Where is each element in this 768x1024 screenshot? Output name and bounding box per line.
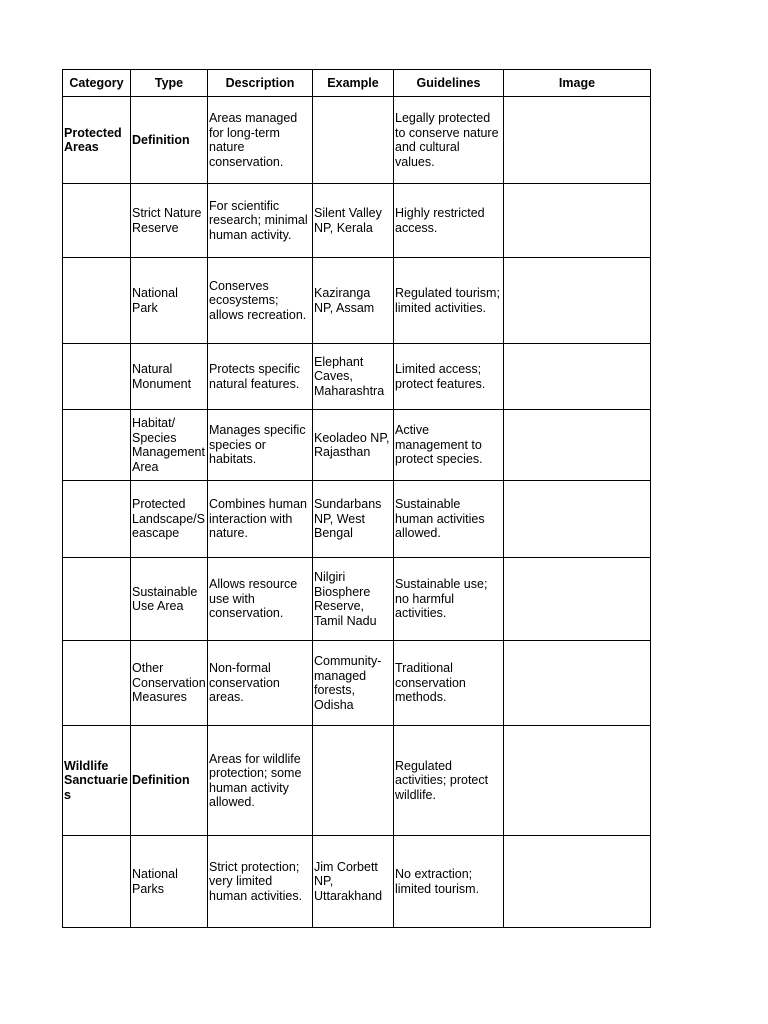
table-row bbox=[63, 258, 651, 344]
table-row bbox=[63, 558, 651, 641]
type-cell: Protected Landscape/Seascape bbox=[131, 481, 208, 558]
guidelines-cell: No extraction; limited tourism. bbox=[394, 836, 504, 928]
example-cell: Silent Valley NP, Kerala bbox=[313, 184, 394, 258]
description-cell: Combines human interaction with nature. bbox=[208, 481, 313, 558]
category-cell bbox=[63, 344, 131, 410]
type-cell: National Parks bbox=[131, 836, 208, 928]
category-cell bbox=[63, 258, 131, 344]
description-cell: Conserves ecosystems; allows recreation. bbox=[208, 258, 313, 344]
category-cell bbox=[63, 641, 131, 726]
type-cell: Habitat/ Species Management Area bbox=[131, 410, 208, 481]
image-cell bbox=[504, 726, 651, 836]
type-cell: Strict Nature Reserve bbox=[131, 184, 208, 258]
description-cell: Manages specific species or habitats. bbox=[208, 410, 313, 481]
guidelines-cell: Traditional conservation methods. bbox=[394, 641, 504, 726]
guidelines-cell: Active management to protect species. bbox=[394, 410, 504, 481]
table-row bbox=[63, 641, 651, 726]
description-cell: Allows resource use with conservation. bbox=[208, 558, 313, 641]
category-cell bbox=[63, 184, 131, 258]
guidelines-cell: Legally protected to conserve nature and cultural values. bbox=[394, 97, 504, 184]
image-cell bbox=[504, 481, 651, 558]
category-cell bbox=[63, 481, 131, 558]
table-row bbox=[63, 726, 651, 836]
header-description: Description bbox=[208, 70, 313, 97]
description-cell: Areas for wildlife protection; some human activity allowed. bbox=[208, 726, 313, 836]
header-category: Category bbox=[63, 70, 131, 97]
table-row bbox=[63, 836, 651, 928]
image-cell bbox=[504, 258, 651, 344]
guidelines-cell: Limited access; protect features. bbox=[394, 344, 504, 410]
example-cell: Sundarbans NP, West Bengal bbox=[313, 481, 394, 558]
description-cell: Protects specific natural features. bbox=[208, 344, 313, 410]
header-guidelines: Guidelines bbox=[394, 70, 504, 97]
example-cell: Kaziranga NP, Assam bbox=[313, 258, 394, 344]
category-cell: Protected Areas bbox=[63, 97, 131, 184]
table-row bbox=[63, 184, 651, 258]
category-cell bbox=[63, 410, 131, 481]
description-cell: Areas managed for long-term nature conservation. bbox=[208, 97, 313, 184]
header-example: Example bbox=[313, 70, 394, 97]
image-cell bbox=[504, 836, 651, 928]
guidelines-cell: Highly restricted access. bbox=[394, 184, 504, 258]
table-row bbox=[63, 410, 651, 481]
image-cell bbox=[504, 97, 651, 184]
example-cell: Keoladeo NP, Rajasthan bbox=[313, 410, 394, 481]
image-cell bbox=[504, 184, 651, 258]
example-cell bbox=[313, 726, 394, 836]
image-cell bbox=[504, 344, 651, 410]
guidelines-cell: Sustainable human activities allowed. bbox=[394, 481, 504, 558]
example-cell: Jim Corbett NP, Uttarakhand bbox=[313, 836, 394, 928]
description-cell: For scientific research; minimal human activity. bbox=[208, 184, 313, 258]
category-cell bbox=[63, 836, 131, 928]
example-cell: Community-managed forests, Odisha bbox=[313, 641, 394, 726]
header-type: Type bbox=[131, 70, 208, 97]
image-cell bbox=[504, 641, 651, 726]
guidelines-cell: Sustainable use; no harmful activities. bbox=[394, 558, 504, 641]
table-row bbox=[63, 344, 651, 410]
description-cell: Non-formal conservation areas. bbox=[208, 641, 313, 726]
guidelines-cell: Regulated tourism; limited activities. bbox=[394, 258, 504, 344]
type-cell: Sustainable Use Area bbox=[131, 558, 208, 641]
header-image: Image bbox=[504, 70, 651, 97]
image-cell bbox=[504, 410, 651, 481]
category-cell: Wildlife Sanctuaries bbox=[63, 726, 131, 836]
description-cell: Strict protection; very limited human activities. bbox=[208, 836, 313, 928]
header-row bbox=[63, 70, 651, 97]
type-cell: Definition bbox=[131, 97, 208, 184]
protected-areas-table bbox=[62, 69, 651, 928]
type-cell: Natural Monument bbox=[131, 344, 208, 410]
type-cell: Other Conservation Measures bbox=[131, 641, 208, 726]
type-cell: Definition bbox=[131, 726, 208, 836]
table-row bbox=[63, 481, 651, 558]
example-cell: Elephant Caves, Maharashtra bbox=[313, 344, 394, 410]
type-cell: National Park bbox=[131, 258, 208, 344]
table-row bbox=[63, 97, 651, 184]
example-cell bbox=[313, 97, 394, 184]
example-cell: Nilgiri Biosphere Reserve, Tamil Nadu bbox=[313, 558, 394, 641]
guidelines-cell: Regulated activities; protect wildlife. bbox=[394, 726, 504, 836]
image-cell bbox=[504, 558, 651, 641]
category-cell bbox=[63, 558, 131, 641]
